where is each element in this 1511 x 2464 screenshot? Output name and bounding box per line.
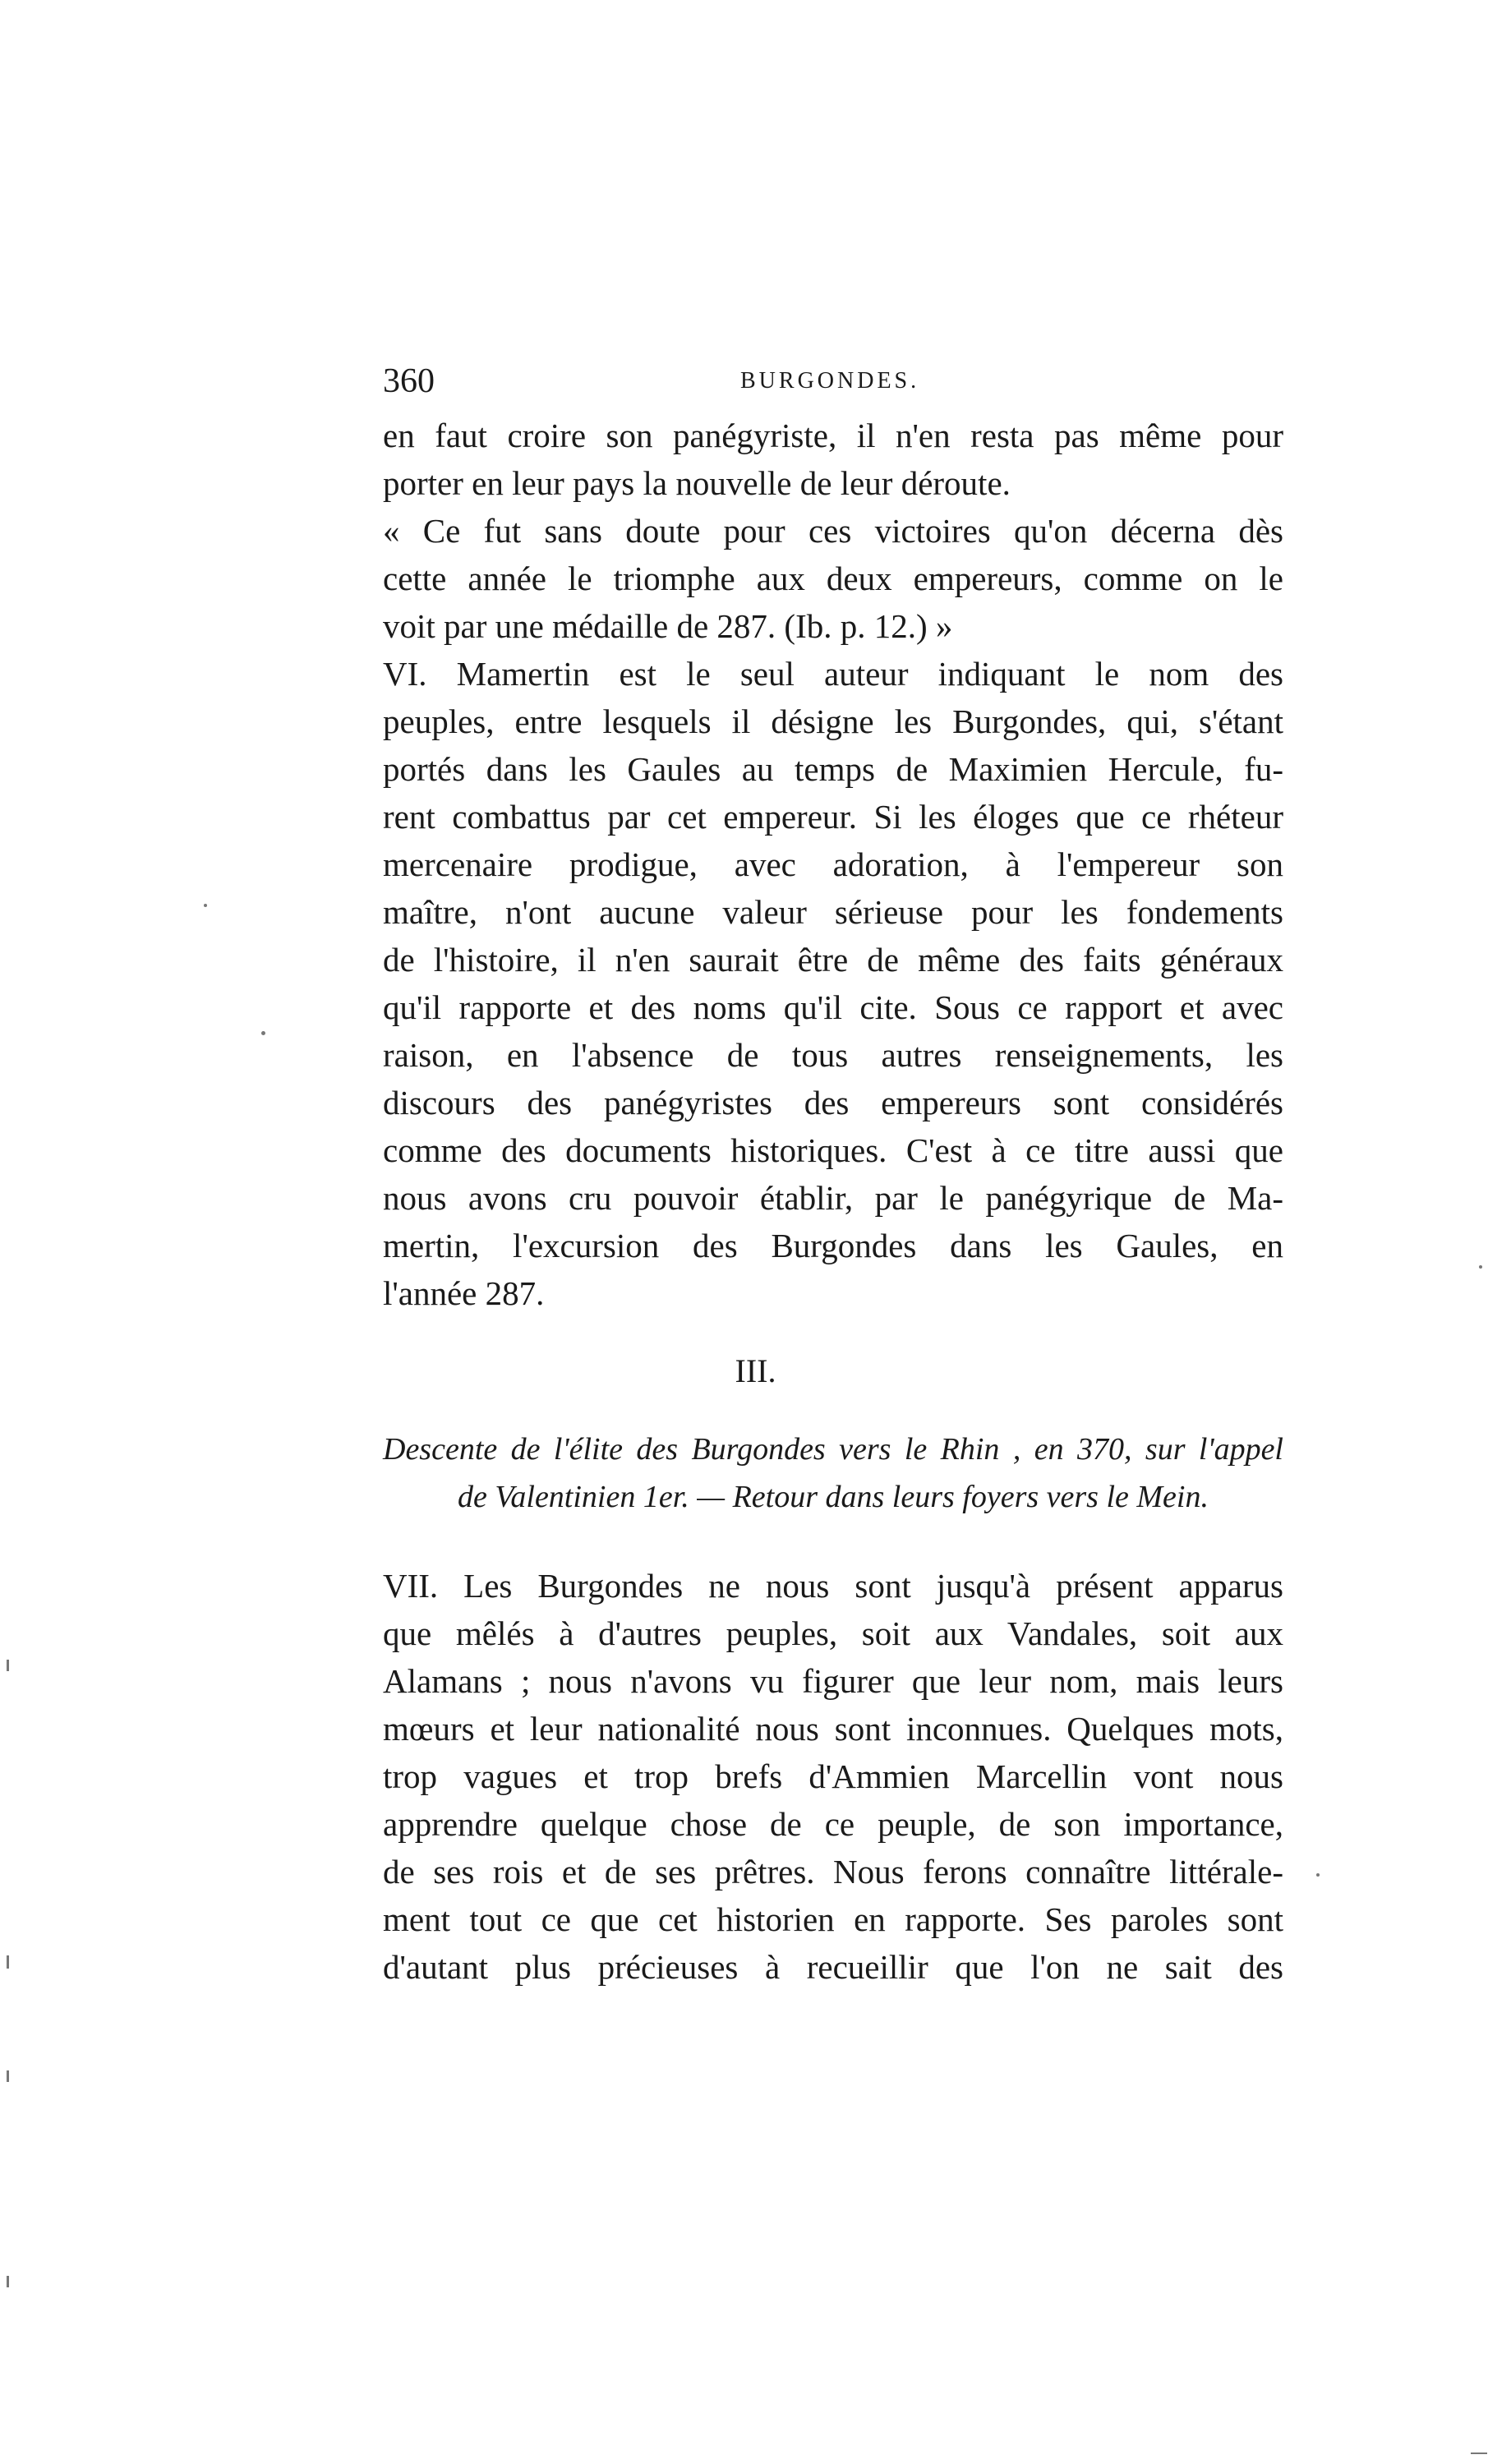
text-line: portés dans les Gaules au temps de Maximien Hercule, fu- [383, 750, 1283, 788]
text-line: que mêlés à d'autres peuples, soit aux Vandales, soit aux [383, 1614, 1283, 1652]
text-line: « Ce fut sans doute pour ces victoires qu'on décerna dès [383, 512, 1283, 550]
text-line: mertin, l'excursion des Burgondes dans les Gaules, en [383, 1227, 1283, 1264]
scan-speck [7, 2276, 9, 2287]
text-line: comme des documents historiques. C'est à ce titre aussi que [383, 1131, 1283, 1169]
text-line: mœurs et leur nationalité nous sont inconnues. Quelques mots, [383, 1710, 1283, 1748]
text-line: de ses rois et de ses prêtres. Nous ferons connaître littérale- [383, 1853, 1283, 1891]
section-title-line: Descente de l'élite des Burgondes vers le Rhin , en 370, sur l'appel [383, 1432, 1283, 1467]
text-line: rent combattus par cet empereur. Si les éloges que ce rhéteur [383, 798, 1283, 836]
section-title [383, 1425, 1283, 1521]
scan-speck [7, 1660, 9, 1671]
text-line: apprendre quelque chose de ce peuple, de son importance, [383, 1805, 1283, 1843]
text-line: raison, en l'absence de tous autres renseignements, les [383, 1036, 1283, 1074]
text-line: trop vagues et trop brefs d'Ammien Marcellin vont nous [383, 1757, 1283, 1795]
text-line: en faut croire son panégyriste, il n'en resta pas même pour [383, 417, 1283, 454]
text-line: discours des panégyristes des empereurs sont considérés [383, 1084, 1283, 1121]
section-title-line: de Valentinien 1er. — Retour dans leurs foyers vers le Mein. [458, 1480, 1209, 1514]
page-number: 360 [383, 362, 435, 400]
text-line: de l'histoire, il n'en saurait être de même des faits généraux [383, 941, 1283, 979]
text-line: porter en leur pays la nouvelle de leur déroute. [383, 464, 1011, 502]
text-line: ment tout ce que cet historien en rapporte. Ses paroles sont [383, 1900, 1283, 1938]
scan-speck [1479, 1265, 1482, 1269]
text-line: l'année 287. [383, 1274, 545, 1312]
section-number: III. [735, 1352, 776, 1389]
page-header [383, 362, 1287, 411]
text-line: mercenaire prodigue, avec adoration, à l'empereur son [383, 845, 1283, 883]
text-line: VI. Mamertin est le seul auteur indiquant le nom des [383, 655, 1283, 693]
text-line: cette année le triomphe aux deux empereurs, comme on le [383, 560, 1283, 597]
text-line: d'autant plus précieuses à recueillir que l'on ne sait des [383, 1948, 1283, 1986]
text-line: VII. Les Burgondes ne nous sont jusqu'à présent apparus [383, 1567, 1283, 1605]
text-line: maître, n'ont aucune valeur sérieuse pour les fondements [383, 893, 1283, 931]
text-line: Alamans ; nous n'avons vu figurer que leur nom, mais leurs [383, 1662, 1283, 1700]
text-line: peuples, entre lesquels il désigne les Burgondes, qui, s'étant [383, 702, 1283, 740]
scan-speck [261, 1031, 265, 1035]
scan-speck [7, 1955, 9, 1969]
text-line: qu'il rapporte et des noms qu'il cite. Sous ce rapport et avec [383, 988, 1283, 1026]
scan-speck [204, 904, 207, 907]
scan-speck [1316, 1873, 1320, 1877]
text-line: nous avons cru pouvoir établir, par le panégyrique de Ma- [383, 1179, 1283, 1217]
scan-speck [1471, 2452, 1487, 2454]
text-line: voit par une médaille de 287. (Ib. p. 12.) » [383, 607, 953, 645]
running-head: BURGONDES. [740, 368, 920, 394]
scan-speck [7, 2070, 9, 2082]
